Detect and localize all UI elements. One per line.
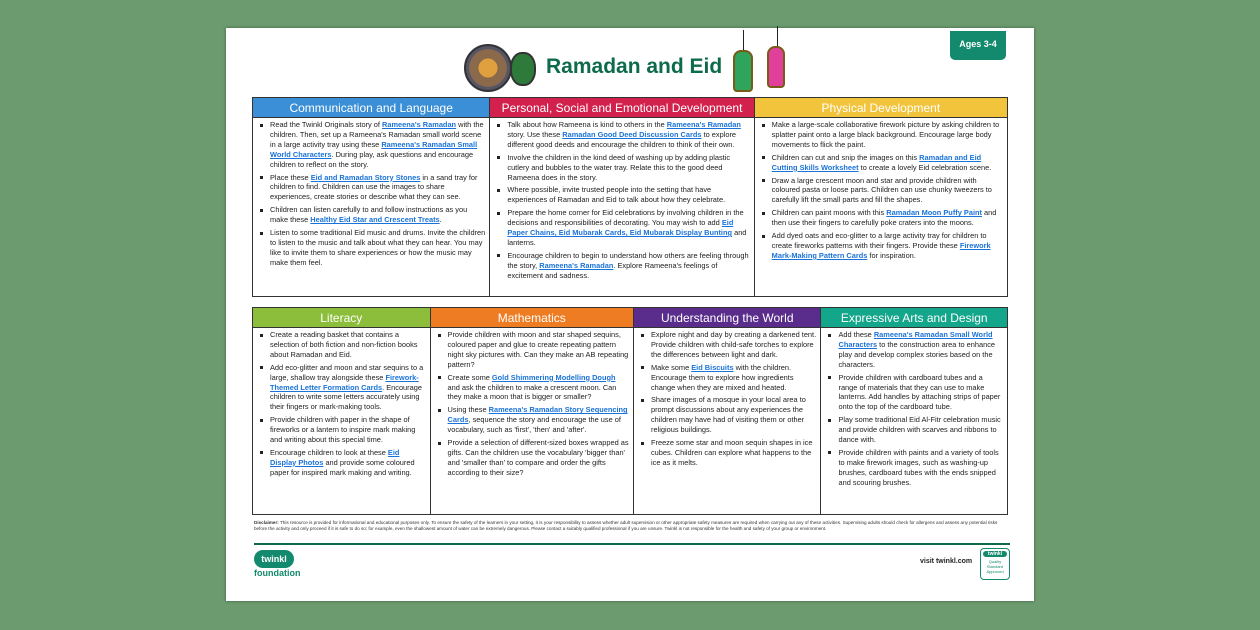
activity-item <box>640 363 817 393</box>
activity-text: Create a reading basket that contains a selection of both fiction and non-fiction books about Ramadan and Eid. <box>270 330 418 359</box>
activity-text: story. Use these <box>507 129 563 139</box>
activity-item <box>259 173 485 203</box>
activity-text: Create some <box>447 372 492 382</box>
area-column <box>821 308 1007 514</box>
resource-link[interactable]: Ramadan Moon Puffy Paint <box>886 208 982 218</box>
activity-item <box>259 330 426 360</box>
activity-text: . During play, ask questions and encourage children to reflect on the story. <box>270 149 474 169</box>
age-badge: Ages 3-4 <box>950 31 1006 60</box>
activity-item <box>640 395 817 435</box>
activity-item <box>761 208 1003 228</box>
area-heading: Mathematics <box>431 308 633 328</box>
activity-text: Make some <box>650 362 692 372</box>
activity-text: . Explore Rameena's feelings of excitement and sadness. <box>507 260 718 280</box>
footer-divider <box>254 543 1010 545</box>
activity-list <box>821 328 1007 488</box>
area-column <box>253 308 431 514</box>
activity-item <box>259 415 426 445</box>
activity-item <box>437 373 629 403</box>
area-column <box>755 98 1007 296</box>
activity-text: Explore night and day by creating a darkened tent. Provide children with child-safe torches to explore the differences between light and dark. <box>650 330 817 359</box>
activity-text: Encourage children to look at these <box>270 447 388 457</box>
resource-link[interactable]: Ramadan Good Deed Discussion Cards <box>562 129 702 139</box>
activity-list <box>490 118 753 281</box>
activity-text: Place these <box>270 172 311 182</box>
activity-text: Children can listen carefully to and follow instructions as you make these <box>270 205 468 225</box>
activity-text: in a sand tray for children to find. Children can use the images to share experiences, create stories or describe what they can see. <box>270 172 478 202</box>
area-heading: Understanding the World <box>634 308 821 328</box>
visit-link[interactable]: visit twinkl.com <box>920 558 973 565</box>
green-lantern-illustration <box>733 50 753 92</box>
resource-link[interactable]: Healthy Eid Star and Crescent Treats <box>310 215 440 225</box>
activity-text: Provide children with paints and a variety of tools to make firework images, such as washing-up brushes, cardboard tubes with the ends snipped and scouring brushes. <box>838 447 999 487</box>
activity-text: Add these <box>838 330 874 339</box>
activity-item <box>496 251 749 281</box>
resource-link[interactable]: Rameena's Ramadan <box>666 120 741 129</box>
resource-link[interactable]: Eid Paper Chains, Eid Mubarak Cards, Eid Mubarak Display Bunting <box>507 218 734 238</box>
activity-text: and ask the children to make a crescent moon. Can they make a moon that is bigger or smaller? <box>447 382 617 402</box>
resource-link[interactable]: Firework-Themed Letter Formation Cards <box>270 372 419 392</box>
activity-item <box>259 205 485 225</box>
disclaimer-label: Disclaimer: <box>254 520 279 525</box>
activity-text: to explore different good deeds and encourage the children to think of their own. <box>507 129 737 149</box>
activity-list <box>253 118 489 268</box>
activity-list <box>431 328 633 478</box>
resource-link[interactable]: Rameena's Ramadan <box>539 260 614 270</box>
resource-link[interactable]: Eid Display Photos <box>270 447 400 467</box>
activity-text: Talk about how Rameena is kind to others in the <box>507 120 667 129</box>
activity-text: to the construction area to enhance play and develop complex stories based on the characters. <box>838 339 996 369</box>
activity-text: . <box>439 215 442 225</box>
activity-list <box>755 118 1007 261</box>
area-column <box>253 98 490 296</box>
activity-item <box>827 373 1003 413</box>
activity-text: Make a large-scale collaborative firework picture by asking children to splatter paint onto a large black background. Encourage large body movements to flick the paint. <box>771 120 1000 149</box>
bottom-areas-table <box>252 307 1008 515</box>
activity-item <box>496 153 749 183</box>
area-heading: Physical Development <box>755 98 1007 118</box>
activity-item <box>259 228 485 268</box>
disclaimer-text: This resource is provided for informational and educational purposes only. To ensure the safety of the learners in your setting, it is your responsibility to assess whether adult supervision or other appropriate safety measures are required when carrying out any of these activities. Supervising adults should check for allergens and assess any potential risks before the activity and only proceed if it is safe to do so; for example, even the shallowest amount of water can be extremely dangerous. Please contact a suitably qualified professional if you are unsure. Twinkl is not responsible for the health and safety of your group or environment. <box>254 520 998 531</box>
activity-text: Encourage children to begin to understand how others are feeling through the story, <box>507 250 749 270</box>
area-heading: Personal, Social and Emotional Development <box>490 98 753 118</box>
top-areas-table <box>252 97 1008 297</box>
resource-link[interactable]: Gold Shimmering Modelling Dough <box>491 372 616 382</box>
resource-link[interactable]: Rameena's Ramadan Small World Characters <box>270 139 478 159</box>
area-heading: Expressive Arts and Design <box>821 308 1007 328</box>
activity-text: Draw a large crescent moon and star and provide children with coloured pasta or loose parts. Children can use chunky tweezers to carefully lift the small parts and fill the shapes. <box>771 175 992 205</box>
activity-text: Provide children with paper in the shape of fireworks or a lantern to inspire mark making and writing about this special time. <box>270 415 416 445</box>
area-column <box>490 98 754 296</box>
activity-item <box>259 120 485 170</box>
activity-item <box>259 363 426 413</box>
dates-bowl-illustration <box>510 52 536 86</box>
badge-logo-text: twinkl <box>983 551 1007 557</box>
activity-item <box>827 415 1003 445</box>
activity-text: Prepare the home corner for Eid celebrations by involving children in the decisions and responsibilities of decorating. You may wish to add <box>507 208 744 228</box>
area-column <box>634 308 822 514</box>
activity-text: Involve the children in the kind deed of washing up by adding plastic cutlery and bubbles to the water tray. Relate this to the good deed Rameena does in the story. <box>507 152 731 182</box>
activity-text: and provide some coloured paper for inspired mark making and writing. <box>270 457 415 477</box>
activity-text: Play some traditional Eid Al-Fitr celebration music and provide children with scarves and ribbons to dance with. <box>838 415 1001 445</box>
activity-item <box>640 438 817 468</box>
activity-text: to create a lovely Eid celebration scene. <box>858 162 992 172</box>
quality-badge <box>980 548 1010 580</box>
resource-link[interactable]: Rameena's Ramadan <box>382 120 457 129</box>
activity-text: Provide children with moon and star shaped sequins, coloured paper and glue to create repeating pattern night sky pictures with. Can they make an AB repeating pattern? <box>447 330 629 369</box>
activity-item <box>761 120 1003 150</box>
activity-text: , sequence the story and encourage the use of vocabulary, such as 'first', 'then' and 'after'. <box>447 415 621 435</box>
activity-text: with the children. Encourage them to explore how ingredients change when they are mixed and heated. <box>650 362 794 392</box>
activity-text: with the children. Then, set up a Rameena's Ramadan small world scene in a large activity tray using these <box>270 120 484 149</box>
activity-text: Provide children with cardboard tubes and a range of materials that they can use to make lanterns. Add handles by attaching strips of paper onto the top of the cardboard tube. <box>838 372 1001 412</box>
activity-item <box>437 438 629 478</box>
area-heading: Literacy <box>253 308 430 328</box>
pink-lantern-illustration <box>767 46 785 88</box>
activity-text: Add dyed oats and eco-glitter to a large activity tray for children to create fireworks patterns with their fingers. Provide these <box>771 231 987 250</box>
area-column <box>431 308 634 514</box>
activity-item <box>640 330 817 360</box>
activity-item <box>496 120 749 150</box>
twinkl-foundation-logo <box>254 550 302 580</box>
area-heading: Communication and Language <box>253 98 489 118</box>
activity-text: Read the Twinkl Originals story of <box>270 120 383 129</box>
resource-link[interactable]: Rameena's Ramadan Story Sequencing Cards <box>447 405 628 425</box>
activity-text: Share images of a mosque in your local area to prompt discussions about any experiences the children may have had of visiting them or other religious buildings. <box>650 395 806 435</box>
activity-text: Freeze some star and moon sequin shapes in ice cubes. Children can explore what happens to the ice as it melts. <box>650 438 813 467</box>
activity-item <box>761 176 1003 206</box>
activity-item <box>496 208 749 248</box>
disclaimer <box>254 520 1010 532</box>
resource-link[interactable]: Eid Biscuits <box>691 362 734 372</box>
activity-list <box>634 328 821 468</box>
logo-bottom-text: foundation <box>254 568 301 578</box>
page-title: Ramadan and Eid <box>546 55 723 78</box>
activity-item <box>761 153 1003 173</box>
activity-text: and then use their fingers to carefully poke craters into the moons. <box>771 208 997 228</box>
resource-link[interactable]: Ramadan and Eid Cutting Skills Worksheet <box>771 152 982 172</box>
activity-item <box>437 330 629 370</box>
resource-link[interactable]: Firework Mark-Making Pattern Cards <box>771 240 991 260</box>
activity-text: Children can paint moons with this <box>771 208 887 218</box>
activity-text: for inspiration. <box>867 250 916 260</box>
resource-link[interactable]: Rameena's Ramadan Small World Characters <box>838 330 993 349</box>
activity-list <box>253 328 430 478</box>
badge-text: Quality Standard Approved <box>986 559 1004 574</box>
activity-text: Where possible, invite trusted people into the setting that have experiences of Ramadan and Eid to talk about how they celebrate. <box>507 185 726 205</box>
activity-text: Provide a selection of different-sized boxes wrapped as gifts. Can the children use the vocabulary 'bigger than' and 'smaller than' to compare and order the gifts according to their size? <box>447 438 629 477</box>
activity-item <box>761 231 1003 261</box>
activity-item <box>259 448 426 478</box>
activity-text: Listen to some traditional Eid music and drums. Invite the children to listen to the music and talk about what they can hear. You may like to invite them to share experiences or how the music may make them feel. <box>270 228 486 267</box>
activity-item <box>827 448 1003 488</box>
activity-text: . Encourage children to write some letters accurately using their fingers or mark-making tools. <box>270 382 422 412</box>
logo-top-text: twinkl <box>254 550 294 568</box>
activity-item <box>827 330 1003 370</box>
activity-text: Add eco-glitter and moon and star sequins to a large, shallow tray alongside these <box>270 362 424 382</box>
food-platter-illustration <box>464 44 512 92</box>
activity-item <box>496 185 749 205</box>
activity-item <box>437 405 629 435</box>
activity-text: Using these <box>447 405 489 415</box>
activity-text: and lanterns. <box>507 228 747 247</box>
activity-text: Children can cut and snip the images on this <box>771 152 920 162</box>
resource-link[interactable]: Eid and Ramadan Story Stones <box>310 172 421 182</box>
